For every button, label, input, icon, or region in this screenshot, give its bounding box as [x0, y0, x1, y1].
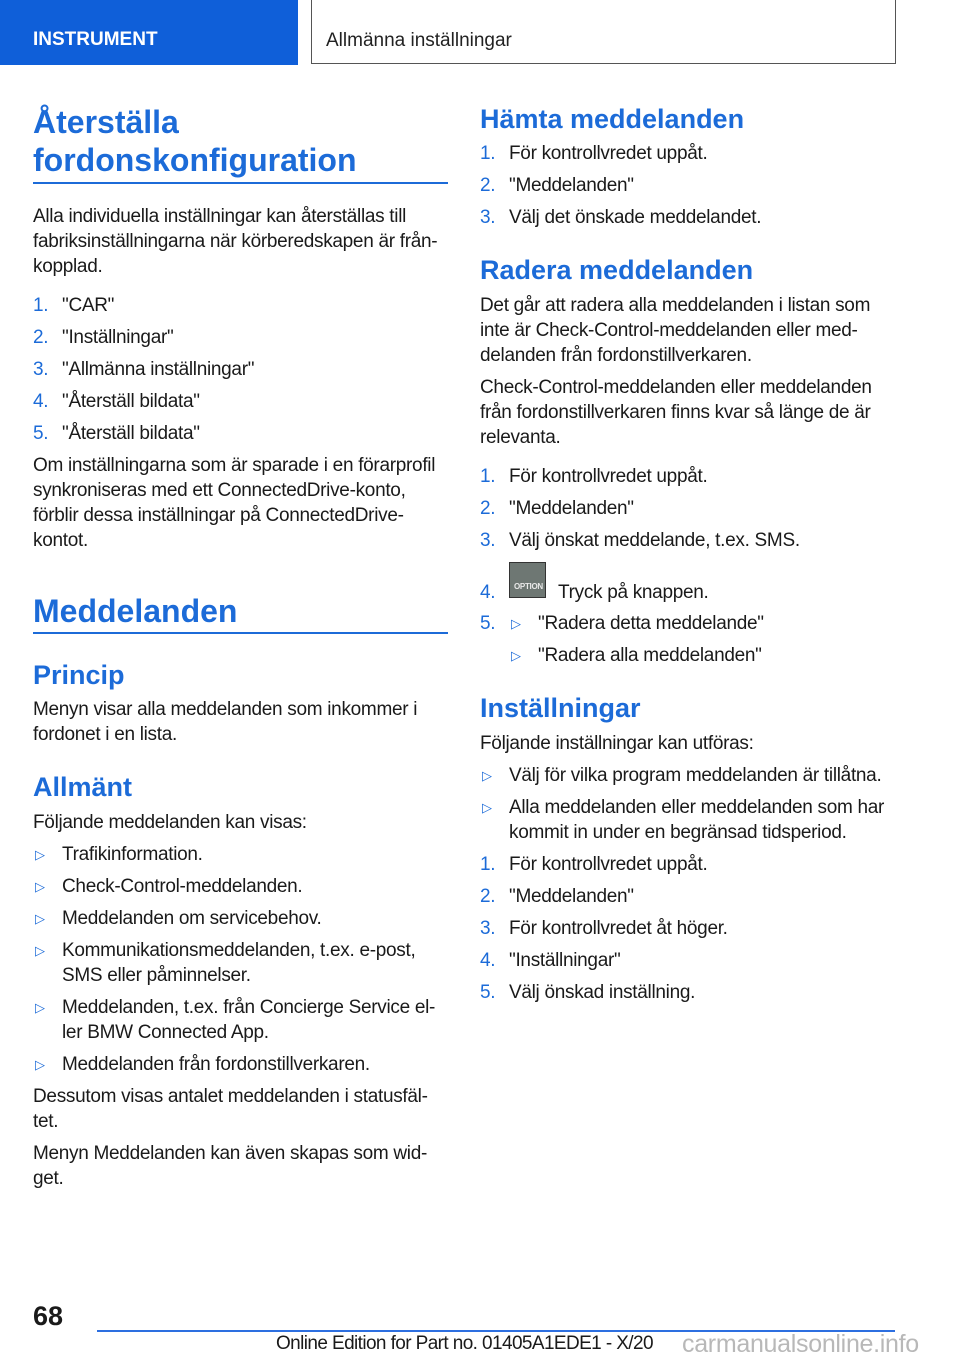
step-number: 4.: [480, 950, 496, 971]
general-intro: Följande meddelanden kan visas:: [33, 812, 307, 833]
bullet-text: Kommunikationsmeddelanden, t.ex. e-post, SMS eller påminnelser.: [62, 940, 416, 986]
general-heading: Allmänt: [33, 772, 133, 802]
step-number: 5.: [480, 982, 496, 1003]
chapter-label: Allmänna inställningar: [326, 30, 512, 51]
settings-heading: Inställningar: [480, 693, 641, 723]
triangle-bullet-icon: ▷: [482, 768, 492, 783]
step-text: För kontrollvredet uppåt.: [509, 143, 708, 164]
step-number: 1.: [33, 295, 49, 316]
messages-heading: Meddelanden: [33, 593, 238, 629]
heading-line: fordonskonfiguration: [33, 142, 357, 178]
reset-note: Om inställningarna som är sparade i en förarprofil synkroniseras med ett ConnectedDrive-konto, förblir dessa inställningar på ConnectedDrive-kontot.: [33, 455, 436, 551]
step-text: "Meddelanden": [509, 498, 634, 519]
reset-heading: [33, 103, 448, 179]
bullet-text: Trafikinformation.: [62, 844, 203, 865]
step-text: Välj önskat meddelande, t.ex. SMS.: [509, 530, 800, 551]
triangle-bullet-icon: ▷: [35, 847, 45, 862]
heading-rule: [33, 182, 448, 184]
section-label: INSTRUMENT: [33, 29, 158, 50]
bullet-text: Meddelanden från fordonstillverkaren.: [62, 1054, 370, 1075]
step-text: För kontrollvredet uppåt.: [509, 854, 708, 875]
step-text: "Radera detta meddelande": [538, 613, 764, 634]
step-number: 2.: [33, 327, 49, 348]
principle-text: Menyn visar alla meddelanden som inkommer i fordonet i en lista.: [33, 699, 418, 745]
triangle-bullet-icon: ▷: [511, 648, 521, 663]
edition-text: Online Edition for Part no. 01405A1EDE1 - X/20: [276, 1333, 653, 1354]
bullet-text: Check-Control-meddelanden.: [62, 876, 303, 897]
heading-line: Återställa: [33, 104, 179, 140]
settings-intro: Följande inställningar kan utföras:: [480, 733, 754, 754]
step-number: 5.: [33, 423, 49, 444]
delete-heading: Radera meddelanden: [480, 255, 754, 285]
step-number: 4.: [33, 391, 49, 412]
triangle-bullet-icon: ▷: [35, 879, 45, 894]
step-number: 2.: [480, 886, 496, 907]
step-text: För kontrollvredet uppåt.: [509, 466, 708, 487]
step-text: "Återställ bildata": [62, 423, 200, 444]
reset-intro: Alla individuella inställningar kan återställas till fabriksinställningarna när körberedskapen är från-kopplad.: [33, 206, 438, 277]
step-number: 3.: [480, 918, 496, 939]
step-text: Välj önskad inställning.: [509, 982, 696, 1003]
option-button-icon: [509, 562, 546, 598]
bullet-text: "Radera alla meddelanden": [538, 645, 762, 666]
bullet-text: Meddelanden om servicebehov.: [62, 908, 322, 929]
step-number: 2.: [480, 175, 496, 196]
chapter-tab: [311, 0, 896, 64]
step-text: Tryck på knappen.: [558, 582, 709, 603]
bullet-text: Alla meddelanden eller meddelanden som har kommit in under en begränsad tidsperiod.: [509, 797, 885, 843]
step-number: 1.: [480, 466, 496, 487]
watermark: carmanualsonline.info: [682, 1330, 919, 1358]
fetch-heading: Hämta meddelanden: [480, 104, 745, 134]
triangle-bullet-icon: ▷: [511, 616, 521, 631]
step-text: "Inställningar": [509, 950, 621, 971]
step-number: 1.: [480, 854, 496, 875]
step-number: 4.: [480, 582, 496, 603]
step-number: 1.: [480, 143, 496, 164]
step-text: "Återställ bildata": [62, 391, 200, 412]
step-text: "Meddelanden": [509, 175, 634, 196]
step-text: "Allmänna inställningar": [62, 359, 255, 380]
step-text: "Inställningar": [62, 327, 174, 348]
step-number: 3.: [480, 207, 496, 228]
bullet-text: Välj för vilka program meddelanden är tillåtna.: [509, 765, 882, 786]
delete-text: Det går att radera alla meddelanden i listan som inte är Check-Control-meddelanden eller med-delanden från fordonstillverkaren.: [480, 295, 871, 366]
step-text: För kontrollvredet åt höger.: [509, 918, 728, 939]
triangle-bullet-icon: ▷: [482, 800, 492, 815]
delete-text: Check-Control-meddelanden eller meddelanden från fordonstillverkaren finns kvar så länge de är relevanta.: [480, 377, 872, 448]
step-number: 2.: [480, 498, 496, 519]
step-text: "Meddelanden": [509, 886, 634, 907]
step-number: 3.: [480, 530, 496, 551]
triangle-bullet-icon: ▷: [35, 911, 45, 926]
step-number: 3.: [33, 359, 49, 380]
general-note: Dessutom visas antalet meddelanden i statusfäl-tet.: [33, 1086, 428, 1132]
option-label: OPTION: [514, 582, 543, 591]
triangle-bullet-icon: ▷: [35, 1000, 45, 1015]
bullet-text: Meddelanden, t.ex. från Concierge Service el-ler BMW Connected App.: [62, 997, 436, 1043]
general-note: Menyn Meddelanden kan även skapas som wid-get.: [33, 1143, 428, 1189]
step-text: "CAR": [62, 295, 115, 316]
principle-heading: Princip: [33, 660, 125, 690]
triangle-bullet-icon: ▷: [35, 943, 45, 958]
step-number: 5.: [480, 613, 496, 634]
triangle-bullet-icon: ▷: [35, 1057, 45, 1072]
step-text: Välj det önskade meddelandet.: [509, 207, 762, 228]
page-number: 68: [33, 1301, 64, 1331]
section-tab: [0, 0, 298, 65]
heading-rule: [33, 632, 448, 634]
